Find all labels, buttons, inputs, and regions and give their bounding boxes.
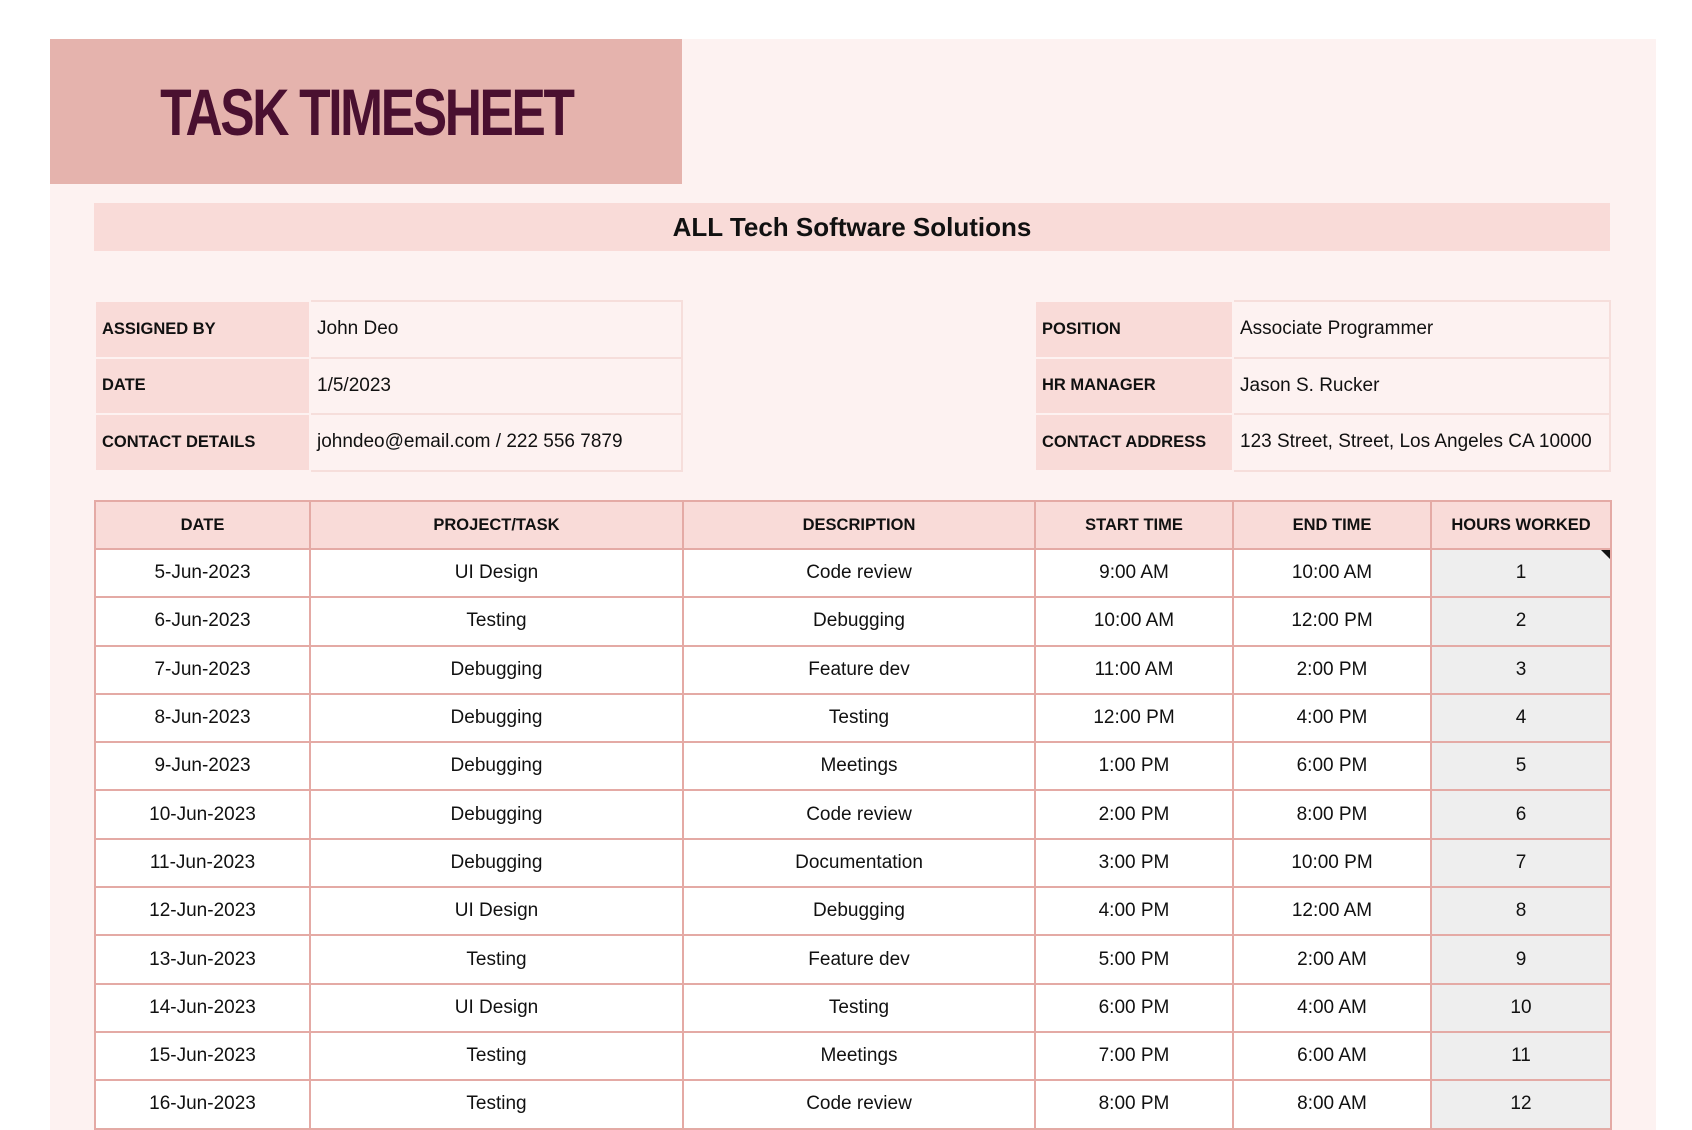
end-time-cell[interactable]: 10:00 AM [1233,549,1431,597]
assigned-by-cell[interactable]: John Deo [310,301,682,358]
project-task-cell[interactable]: UI Design [310,549,683,597]
info-table-right [1034,300,1611,472]
start-time-cell[interactable]: 11:00 AM [1035,646,1233,694]
start-time-cell[interactable]: 9:00 AM [1035,549,1233,597]
table-row [95,1080,1611,1128]
start-time-cell[interactable]: 5:00 PM [1035,935,1233,983]
date-cell[interactable]: 12-Jun-2023 [95,887,310,935]
description-cell[interactable]: Meetings [683,1032,1035,1080]
project-task-cell[interactable]: Testing [310,935,683,983]
table-row [95,935,1611,983]
contact-details-cell[interactable]: johndeo@email.com / 222 556 7879 [310,414,682,471]
column-header-start-time: START TIME [1035,501,1233,549]
date-cell[interactable]: 14-Jun-2023 [95,984,310,1032]
description-cell[interactable]: Meetings [683,742,1035,790]
start-time-cell[interactable]: 4:00 PM [1035,887,1233,935]
hr-manager-cell[interactable]: Jason S. Rucker [1233,358,1610,415]
hours-worked-cell[interactable]: 5 [1431,742,1611,790]
date-cell[interactable]: 13-Jun-2023 [95,935,310,983]
project-task-cell[interactable]: Debugging [310,839,683,887]
project-task-cell[interactable]: UI Design [310,887,683,935]
hours-worked-cell[interactable]: 3 [1431,646,1611,694]
timesheet-table [94,500,1612,1130]
project-task-cell[interactable]: UI Design [310,984,683,1032]
project-task-cell[interactable]: Testing [310,1032,683,1080]
info-row-hr-manager [1035,358,1610,415]
table-row [95,694,1611,742]
table-row [95,597,1611,645]
start-time-cell[interactable]: 10:00 AM [1035,597,1233,645]
end-time-cell[interactable]: 12:00 PM [1233,597,1431,645]
info-row-contact-details [95,414,682,471]
column-header-date: DATE [95,501,310,549]
info-row-date [95,358,682,415]
hours-worked-cell[interactable]: 2 [1431,597,1611,645]
description-cell[interactable]: Testing [683,984,1035,1032]
end-time-cell[interactable]: 2:00 PM [1233,646,1431,694]
hours-worked-cell[interactable]: 12 [1431,1080,1611,1128]
company-name[interactable]: ALL Tech Software Solutions [94,203,1610,251]
table-row [95,742,1611,790]
end-time-cell[interactable]: 6:00 PM [1233,742,1431,790]
info-label: ASSIGNED BY [95,301,310,358]
table-row [95,549,1611,597]
date-cell[interactable]: 5-Jun-2023 [95,549,310,597]
project-task-cell[interactable]: Debugging [310,790,683,838]
end-time-cell[interactable]: 4:00 PM [1233,694,1431,742]
project-task-cell[interactable]: Debugging [310,694,683,742]
description-cell[interactable]: Documentation [683,839,1035,887]
end-time-cell[interactable]: 10:00 PM [1233,839,1431,887]
date-cell[interactable]: 8-Jun-2023 [95,694,310,742]
date-cell[interactable]: 11-Jun-2023 [95,839,310,887]
hours-worked-cell[interactable]: 10 [1431,984,1611,1032]
description-cell[interactable]: Debugging [683,597,1035,645]
project-task-cell[interactable]: Testing [310,1080,683,1128]
date-cell[interactable]: 10-Jun-2023 [95,790,310,838]
end-time-cell[interactable]: 12:00 AM [1233,887,1431,935]
info-row-assigned-by [95,301,682,358]
date-cell[interactable]: 7-Jun-2023 [95,646,310,694]
project-task-cell[interactable]: Testing [310,597,683,645]
description-cell[interactable]: Code review [683,790,1035,838]
end-time-cell[interactable]: 8:00 PM [1233,790,1431,838]
table-row [95,984,1611,1032]
position-cell[interactable]: Associate Programmer [1233,301,1610,358]
start-time-cell[interactable]: 2:00 PM [1035,790,1233,838]
info-label: CONTACT ADDRESS [1035,414,1233,471]
start-time-cell[interactable]: 1:00 PM [1035,742,1233,790]
start-time-cell[interactable]: 12:00 PM [1035,694,1233,742]
start-time-cell[interactable]: 7:00 PM [1035,1032,1233,1080]
project-task-cell[interactable]: Debugging [310,742,683,790]
info-row-position [1035,301,1610,358]
date-cell[interactable]: 1/5/2023 [310,358,682,415]
table-row [95,887,1611,935]
info-label: POSITION [1035,301,1233,358]
table-row [95,1032,1611,1080]
description-cell[interactable]: Code review [683,549,1035,597]
project-task-cell[interactable]: Debugging [310,646,683,694]
hours-worked-cell[interactable]: 8 [1431,887,1611,935]
description-cell[interactable]: Feature dev [683,935,1035,983]
hours-worked-cell[interactable]: 4 [1431,694,1611,742]
table-row [95,646,1611,694]
info-label: CONTACT DETAILS [95,414,310,471]
hours-worked-cell[interactable]: 1 [1431,549,1611,597]
title-band [50,39,682,184]
hours-worked-cell[interactable]: 7 [1431,839,1611,887]
date-cell[interactable]: 15-Jun-2023 [95,1032,310,1080]
description-cell[interactable]: Testing [683,694,1035,742]
end-time-cell[interactable]: 4:00 AM [1233,984,1431,1032]
description-cell[interactable]: Feature dev [683,646,1035,694]
date-cell[interactable]: 16-Jun-2023 [95,1080,310,1128]
hours-worked-cell[interactable]: 9 [1431,935,1611,983]
column-header-hours-worked: HOURS WORKED [1431,501,1611,549]
table-row [95,839,1611,887]
info-label: HR MANAGER [1035,358,1233,415]
hours-worked-cell[interactable]: 11 [1431,1032,1611,1080]
info-label: DATE [95,358,310,415]
table-header-row [95,501,1611,549]
start-time-cell[interactable]: 3:00 PM [1035,839,1233,887]
end-time-cell[interactable]: 6:00 AM [1233,1032,1431,1080]
info-row-contact-address [1035,414,1610,471]
column-header-end-time: END TIME [1233,501,1431,549]
column-header-project-task: PROJECT/TASK [310,501,683,549]
contact-address-cell[interactable]: 123 Street, Street, Los Angeles CA 10000 [1233,414,1610,471]
page-title: TASK TIMESHEET [159,74,573,149]
description-cell[interactable]: Debugging [683,887,1035,935]
start-time-cell[interactable]: 6:00 PM [1035,984,1233,1032]
date-cell[interactable]: 6-Jun-2023 [95,597,310,645]
column-header-description: DESCRIPTION [683,501,1035,549]
end-time-cell[interactable]: 8:00 AM [1233,1080,1431,1128]
info-table-left [94,300,683,472]
start-time-cell[interactable]: 8:00 PM [1035,1080,1233,1128]
end-time-cell[interactable]: 2:00 AM [1233,935,1431,983]
description-cell[interactable]: Code review [683,1080,1035,1128]
hours-worked-cell[interactable]: 6 [1431,790,1611,838]
table-row [95,790,1611,838]
date-cell[interactable]: 9-Jun-2023 [95,742,310,790]
comment-indicator-icon[interactable] [1601,550,1610,559]
